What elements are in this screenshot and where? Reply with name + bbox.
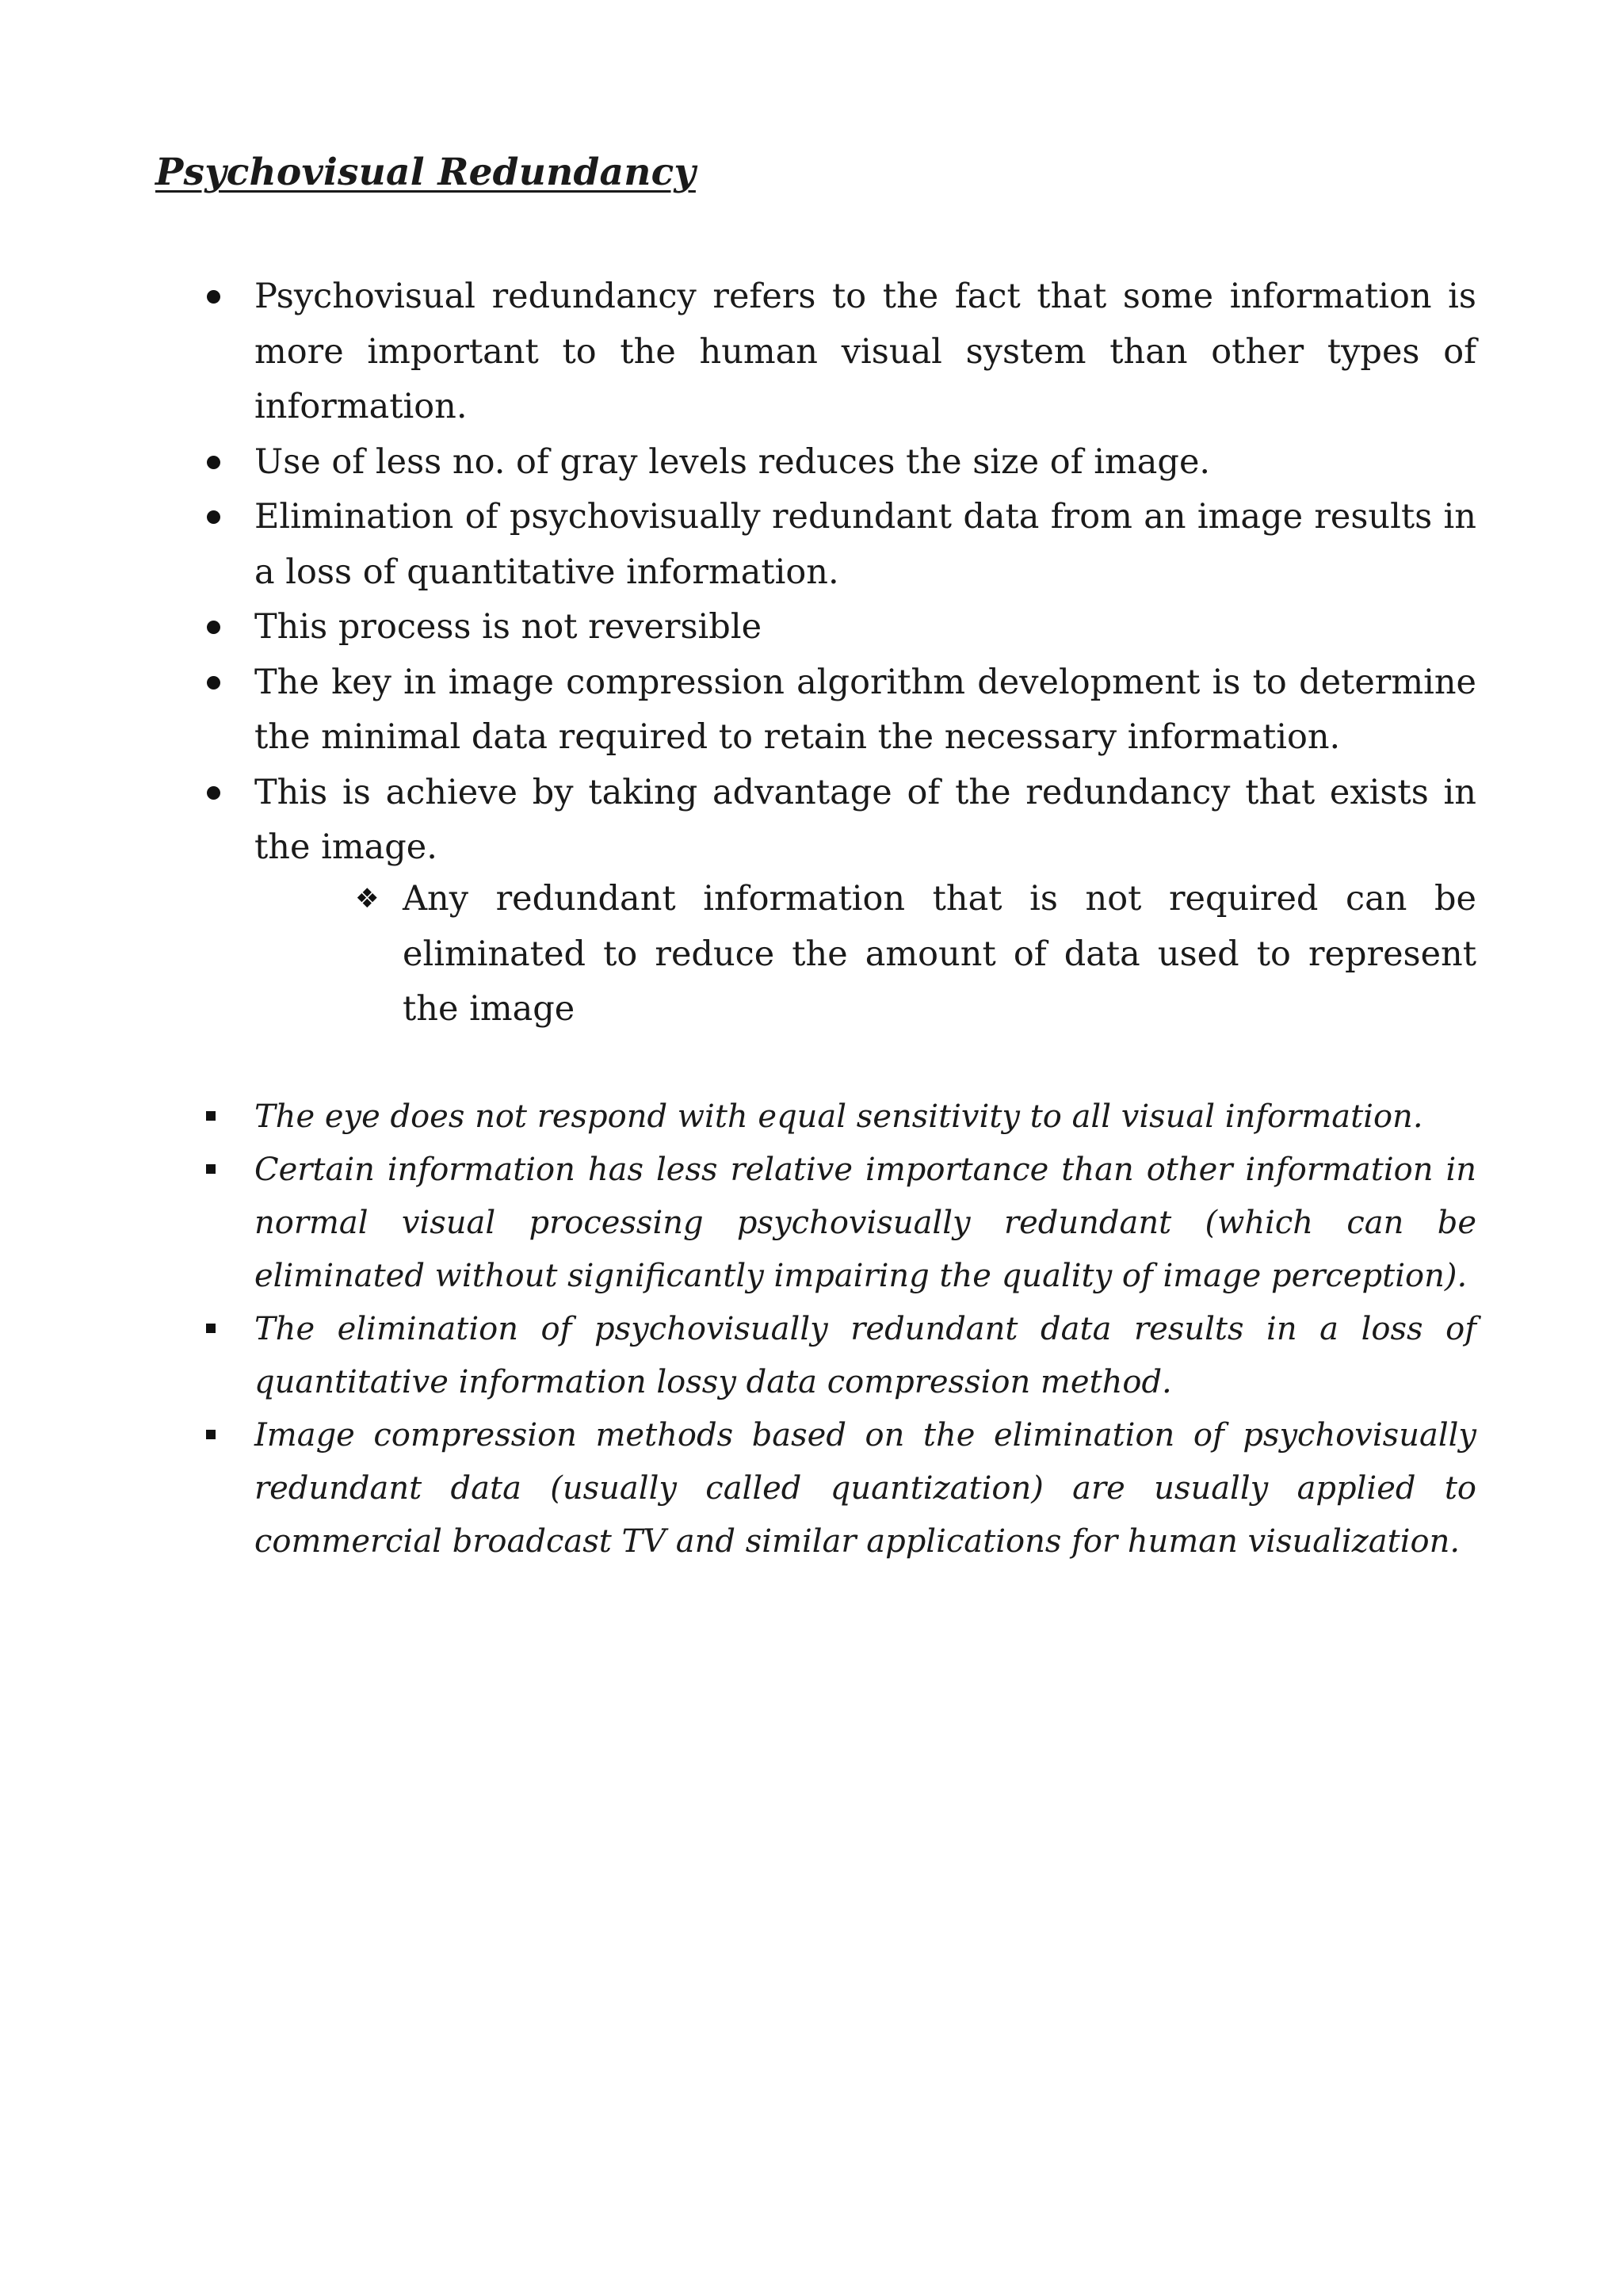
italic-bullet-list: [0, 1091, 1623, 1568]
square-bullet-icon: [206, 1430, 216, 1439]
square-bullet-icon: [206, 1164, 216, 1174]
bullet-icon: [207, 621, 220, 634]
list-item: [254, 1144, 1476, 1303]
list-item: [254, 1409, 1476, 1568]
list-item: [254, 655, 1476, 766]
bullet-icon: [207, 456, 220, 469]
main-bullet-list: [0, 269, 1623, 876]
list-item-text: The eye does not respond with equal sensitivity to all visual information.: [254, 1098, 1423, 1135]
page-title: Psychovisual Redundancy: [155, 151, 696, 194]
square-bullet-icon: [206, 1111, 216, 1121]
sub-bullet-list: [0, 872, 1623, 1037]
list-item-text: Psychovisual redundancy refers to the fact that some information is more important to the human visual system than other types of information.: [254, 277, 1476, 426]
list-item-text: The elimination of psychovisually redundant data results in a loss of quantitative information lossy data compression method.: [254, 1311, 1476, 1400]
list-item-text: Certain information has less relative importance than other information in normal visual processing psychovisually redundant (which can be eliminated without significantly impairing the quality of image perception).: [254, 1152, 1476, 1294]
list-item-text: This process is not reversible: [254, 607, 762, 647]
diamond-bullet-icon: ❖: [355, 883, 380, 915]
list-item-text: The key in image compression algorithm development is to determine the minimal data required to retain the necessary information.: [254, 662, 1476, 757]
list-item: [254, 490, 1476, 600]
list-item: [254, 766, 1476, 876]
list-item: [254, 1303, 1476, 1409]
bullet-icon: [207, 290, 220, 304]
list-item-text: This is achieve by taking advantage of the redundancy that exists in the image.: [254, 772, 1476, 867]
list-item-text: Use of less no. of gray levels reduces the size of image.: [254, 441, 1211, 482]
square-bullet-icon: [206, 1324, 216, 1333]
list-item: [254, 600, 1476, 655]
list-item: [254, 435, 1476, 491]
list-item: [254, 1091, 1476, 1144]
list-item-text: Elimination of psychovisually redundant data from an image results in a loss of quantitative information.: [254, 497, 1476, 592]
bullet-icon: [207, 510, 220, 524]
bullet-icon: [207, 786, 220, 800]
list-item-text: Any redundant information that is not required can be eliminated to reduce the amount of data used to represent the image: [403, 879, 1476, 1029]
bullet-icon: [207, 676, 220, 690]
list-item: [254, 269, 1476, 435]
list-item: [355, 872, 1476, 1037]
list-item-text: Image compression methods based on the elimination of psychovisually redundant data (usually called quantization) are usually applied to commercial broadcast TV and similar applications for human visualization.: [254, 1417, 1476, 1560]
